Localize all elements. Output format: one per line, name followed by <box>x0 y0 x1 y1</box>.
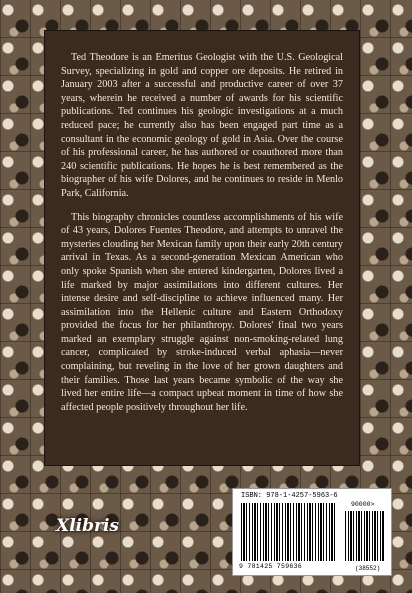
barcode-addon-code: 90000> <box>351 501 375 508</box>
isbn-label: ISBN: 978-1-4257-5963-6 <box>241 492 338 500</box>
isbn-barcode <box>232 488 392 576</box>
addon-barcode-bars <box>345 511 385 561</box>
author-bio-paragraph: Ted Theodore is an Emeritus Geologist with the U.S. Geological Survey, specializing in gold and copper ore deposits. He retired in January 2003 after a successful and productive career of over 37 years, wherein he received a number of awards for his scientific publications. Ted continues his geologic investigations at a much reduced pace; he currently also has been engaged part time as a consultant in the economic geology of gold in Asia. Over the course of his professional career, he has authored or coauthored more than 240 scientific publications. He hopes he is best remembered as the biographer of his wife Dolores, and he continues to reside in Menlo Park, California. <box>61 52 343 199</box>
ean-digits: 9 781425 759636 <box>239 563 303 570</box>
price-code: (38552) <box>355 565 381 572</box>
book-summary-paragraph: This biography chronicles countless accomplishments of his wife of 43 years, Dolores Fuentes Theodore, and attempts to unravel the mysteries clouding her Mexican family upon their early 20th century arrival in Texas. As a second-generation Mexican American who only spoke Spanish when she entered kindergarten, Dolores lived a life marked by major assimilations into different cultures. Her intense desire and self-discipline to achieve influenced many. Her assimilation into the Hellenic culture and Eastern Orthodoxy provided the focus for her philanthropy. Dolores' final two years marked an exemplary struggle against non-smoking-related lung cancer, complicated by stroke-induced verbal aphasia—never complaining, but reveling in the love of her grown daughters and their families. Those last years became symbolic of the way she lived her entire life—a compact upbeat moment in time of how she affected people positively throughout her life. <box>61 211 343 413</box>
ean-barcode-bars <box>241 503 337 561</box>
publisher-logo: Xlibris <box>56 516 119 536</box>
back-cover-text-panel <box>44 30 360 466</box>
